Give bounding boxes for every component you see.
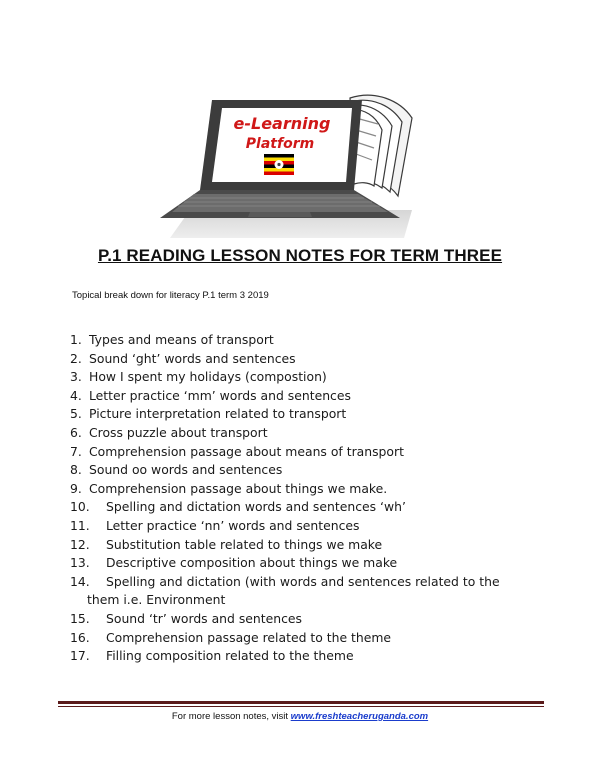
list-item	[70, 517, 540, 536]
item-text: Comprehension passage related to the theme	[106, 629, 392, 645]
list-item	[70, 461, 540, 480]
item-number: 10.	[70, 499, 90, 515]
list-item	[70, 480, 540, 499]
item-number: 8.	[70, 462, 82, 478]
list-item	[70, 647, 540, 666]
item-text: Descriptive composition about things we make	[106, 555, 398, 571]
item-number: 5.	[70, 406, 82, 422]
e-learning-platform-logo	[150, 78, 430, 238]
item-number: 3.	[70, 369, 82, 385]
item-text: How I spent my holidays (compostion)	[89, 369, 327, 385]
list-item	[70, 350, 540, 369]
list-item	[70, 424, 540, 443]
list-item	[70, 331, 540, 350]
item-text: Comprehension passage about things we make.	[89, 480, 388, 496]
logo-text-line2: Platform	[245, 136, 315, 152]
item-text: Spelling and dictation (with words and sentences related to the	[106, 573, 500, 589]
item-text: Picture interpretation related to transport	[89, 406, 347, 422]
item-number: 6.	[70, 424, 82, 440]
footer-link[interactable]: www.freshteacheruganda.com	[290, 711, 429, 722]
item-text: Sound ‘tr’ words and sentences	[106, 610, 302, 626]
list-item	[70, 629, 540, 648]
uganda-flag-icon	[264, 154, 294, 175]
item-number: 13.	[70, 555, 90, 571]
list-item	[70, 443, 540, 462]
list-item	[70, 368, 540, 387]
item-number: 4.	[70, 387, 82, 403]
list-item	[70, 554, 540, 573]
list-item	[70, 405, 540, 424]
footer	[0, 711, 600, 722]
item-text: Sound ‘ght’ words and sentences	[89, 350, 296, 366]
item-text-continued: them i.e. Environment	[87, 592, 226, 608]
list-item	[70, 573, 540, 610]
item-text: Comprehension passage about means of transport	[89, 443, 404, 459]
item-text: Letter practice ‘mm’ words and sentences	[89, 387, 351, 403]
item-text: Substitution table related to things we make	[106, 536, 383, 552]
logo-text-line1: e-Learning	[233, 114, 331, 133]
item-text: Types and means of transport	[89, 332, 274, 347]
item-number: 12.	[70, 536, 90, 552]
item-number: 15.	[70, 610, 90, 626]
footer-divider-thick	[58, 701, 544, 704]
list-item	[70, 498, 540, 517]
item-text: Spelling and dictation words and sentences ‘wh’	[106, 499, 406, 515]
item-number: 1.	[70, 332, 82, 347]
item-number: 16.	[70, 629, 90, 645]
page-subtitle: Topical break down for literacy P.1 term 3 2019	[72, 290, 269, 301]
item-number: 11.	[70, 517, 90, 533]
page-title: P.1 READING LESSON NOTES FOR TERM THREE	[97, 246, 503, 265]
item-number: 9.	[70, 480, 82, 496]
item-text: Letter practice ‘nn’ words and sentences	[106, 517, 360, 533]
item-text: Sound oo words and sentences	[89, 462, 283, 478]
list-item	[70, 387, 540, 406]
item-number: 7.	[70, 443, 82, 459]
item-number: 14.	[70, 573, 90, 589]
list-item	[70, 610, 540, 629]
item-number: 17.	[70, 648, 90, 664]
item-text: Cross puzzle about transport	[89, 424, 268, 440]
item-text: Filling composition related to the theme	[106, 648, 354, 664]
list-item	[70, 536, 540, 555]
topics-list	[70, 331, 540, 666]
footer-text: For more lesson notes, visit	[171, 711, 291, 722]
footer-divider-thin	[58, 706, 544, 707]
item-number: 2.	[70, 350, 82, 366]
